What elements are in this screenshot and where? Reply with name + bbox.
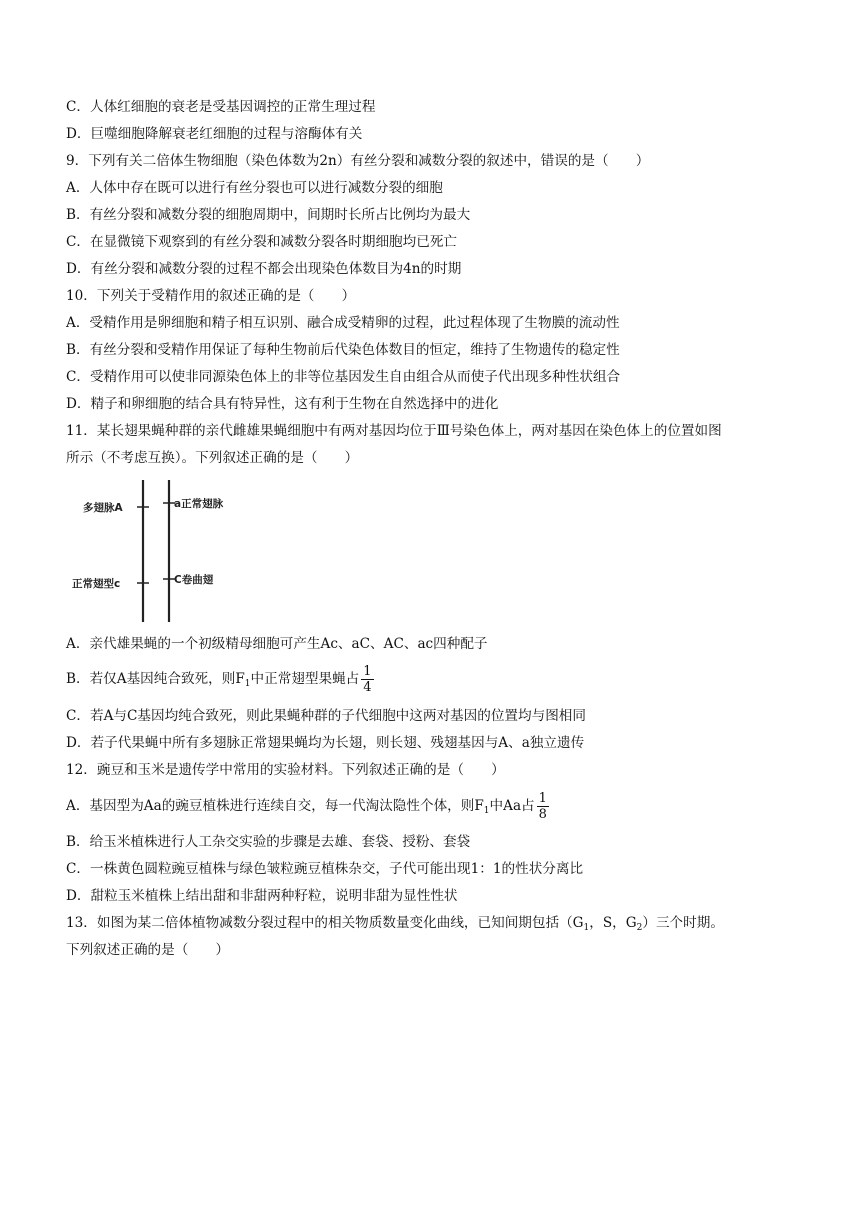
option-9a: A．人体中存在既可以进行有丝分裂也可以进行减数分裂的细胞: [66, 180, 443, 196]
question-10: 10．下列关于受精作用的叙述正确的是（ ）: [66, 288, 356, 304]
question-13-cont: 下列叙述正确的是（ ）: [66, 942, 230, 958]
question-11: 11．某长翅果蝇种群的亲代雌雄果蝇细胞中有两对基因均位于Ⅲ号染色体上，两对基因在染色体上的位置如图: [66, 423, 722, 439]
question-13: 13．如图为某二倍体植物减数分裂过程中的相关物质数量变化曲线，已知间期包括（$G_1$，S，$G_2$）三个时期。: [66, 915, 724, 933]
option-11d: D．若子代果蝇中所有多翅脉正常翅果蝇均为长翅，则长翅、残翅基因与A、a独立遗传: [66, 735, 585, 751]
option-9b: B．有丝分裂和减数分裂的细胞周期中，间期时长所占比例均为最大: [66, 207, 471, 223]
gene-label-A: 多翅脉A: [83, 502, 123, 514]
option-11b: B．若仅A基因纯合致死，则$F_1$中正常翅型果蝇占 $\frac{1}{4}$: [66, 664, 372, 695]
option-11a: A．亲代雄果蝇的一个初级精母细胞可产生Ac、aC、AC、ac四种配子: [66, 636, 488, 652]
gene-label-C: C卷曲翅: [174, 574, 214, 586]
question-11-cont: 所示（不考虑互换）。下列叙述正确的是（ ）: [66, 450, 359, 466]
option-12d: D．甜粒玉米植株上结出甜和非甜两种籽粒，说明非甜为显性性状: [66, 888, 458, 904]
gene-label-c: 正常翅型c: [72, 578, 121, 590]
option-11c: C．若A与C基因均纯合致死，则此果蝇种群的子代细胞中这两对基因的位置均与图相同: [66, 708, 586, 724]
fraction: $\frac{1}{8}$: [538, 791, 547, 822]
chromosome-diagram: [66, 476, 266, 626]
option-8c: C．人体红细胞的衰老是受基因调控的正常生理过程: [66, 99, 376, 115]
option-12c: C．一株黄色圆粒豌豆植株与绿色皱粒豌豆植株杂交，子代可能出现1：1的性状分离比: [66, 861, 584, 877]
gene-label-a: a正常翅脉: [174, 498, 224, 510]
question-12: 12．豌豆和玉米是遗传学中常用的实验材料。下列叙述正确的是（ ）: [66, 762, 505, 778]
question-9: 9．下列有关二倍体生物细胞（染色体数为2n）有丝分裂和减数分裂的叙述中，错误的是（ ）: [66, 153, 650, 169]
option-10b: B．有丝分裂和受精作用保证了每种生物前后代染色体数目的恒定，维持了生物遗传的稳定性: [66, 342, 620, 358]
option-10a: A．受精作用是卵细胞和精子相互识别、融合成受精卵的过程，此过程体现了生物膜的流动性: [66, 315, 620, 331]
option-12b: B．给玉米植株进行人工杂交实验的步骤是去雄、套袋、授粉、套袋: [66, 834, 471, 850]
option-10d: D．精子和卵细胞的结合具有特异性，这有利于生物在自然选择中的进化: [66, 396, 499, 412]
option-8d: D．巨噬细胞降解衰老红细胞的过程与溶酶体有关: [66, 126, 363, 142]
option-12a: A．基因型为Aa的豌豆植株进行连续自交，每一代淘汰隐性个体，则$F_1$中Aa占 $\frac{1}{8}$: [66, 791, 547, 822]
option-10c: C．受精作用可以使非同源染色体上的非等位基因发生自由组合从而使子代出现多种性状组合: [66, 369, 621, 385]
option-9c: C．在显微镜下观察到的有丝分裂和减数分裂各时期细胞均已死亡: [66, 234, 458, 250]
fraction: $\frac{1}{4}$: [363, 664, 372, 695]
chromosome-lines: [66, 476, 266, 626]
option-9d: D．有丝分裂和减数分裂的过程不都会出现染色体数目为4n的时期: [66, 261, 462, 277]
